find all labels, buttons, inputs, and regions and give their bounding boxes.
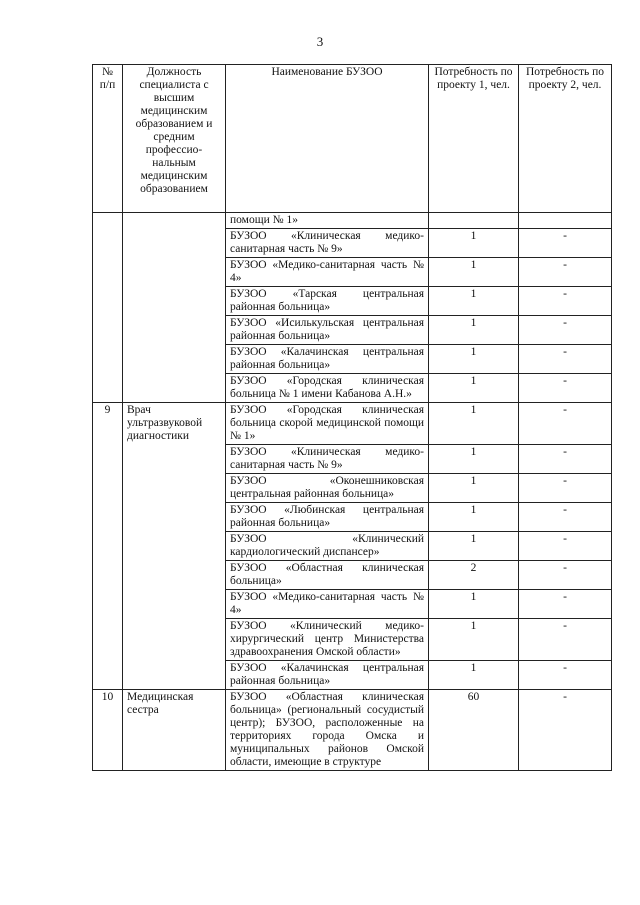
org-cell: БУЗОО «Городская клиническая больница скорой медицинской помощи № 1» bbox=[226, 403, 429, 445]
need1-cell: 1 bbox=[429, 287, 519, 316]
position-cell bbox=[123, 213, 226, 403]
table-row bbox=[93, 403, 612, 445]
row-number-cell: 9 bbox=[93, 403, 123, 690]
org-cell: БУЗОО «Медико-санитарная часть № 4» bbox=[226, 590, 429, 619]
need2-cell: - bbox=[519, 316, 612, 345]
org-cell: БУЗОО «Городская клиническая больница № 1 имени Кабанова А.Н.» bbox=[226, 374, 429, 403]
need2-cell: - bbox=[519, 503, 612, 532]
need1-cell: 1 bbox=[429, 619, 519, 661]
org-cell: БУЗОО «Калачинская центральная районная больница» bbox=[226, 345, 429, 374]
org-cell: БУЗОО «Клинический кардиологический диспансер» bbox=[226, 532, 429, 561]
need2-cell: - bbox=[519, 532, 612, 561]
need1-cell: 1 bbox=[429, 445, 519, 474]
need1-cell: 2 bbox=[429, 561, 519, 590]
org-cell: БУЗОО «Медико-санитарная часть № 4» bbox=[226, 258, 429, 287]
need2-cell: - bbox=[519, 345, 612, 374]
need2-cell: - bbox=[519, 403, 612, 445]
org-cell: БУЗОО «Оконешниковская центральная районная больница» bbox=[226, 474, 429, 503]
position-cell: Медицинская сестра bbox=[123, 690, 226, 771]
staffing-table bbox=[92, 64, 612, 771]
org-cell: БУЗОО «Областная клиническая больница» bbox=[226, 561, 429, 590]
table-body bbox=[93, 213, 612, 771]
org-cell: БУЗОО «Тарская центральная районная больница» bbox=[226, 287, 429, 316]
need1-cell: 1 bbox=[429, 229, 519, 258]
need1-cell: 1 bbox=[429, 590, 519, 619]
table-row bbox=[93, 690, 612, 771]
need1-cell: 1 bbox=[429, 374, 519, 403]
table-header-row bbox=[93, 65, 612, 213]
need1-cell: 1 bbox=[429, 258, 519, 287]
need2-cell: - bbox=[519, 690, 612, 771]
org-cell: БУЗОО «Любинская центральная районная больница» bbox=[226, 503, 429, 532]
need1-cell bbox=[429, 213, 519, 229]
need2-cell: - bbox=[519, 661, 612, 690]
header-num: № п/п bbox=[93, 65, 123, 213]
need2-cell: - bbox=[519, 561, 612, 590]
row-number-cell bbox=[93, 213, 123, 403]
need1-cell: 1 bbox=[429, 532, 519, 561]
header-need2: Потребность по проекту 2, чел. bbox=[519, 65, 612, 213]
header-need1: Потребность по проекту 1, чел. bbox=[429, 65, 519, 213]
need2-cell: - bbox=[519, 287, 612, 316]
org-cell: БУЗОО «Клиническая медико-санитарная часть № 9» bbox=[226, 445, 429, 474]
org-cell: БУЗОО «Клинический медико-хирургический центр Министерства здравоохранения Омской области» bbox=[226, 619, 429, 661]
table-row bbox=[93, 213, 612, 229]
need2-cell: - bbox=[519, 374, 612, 403]
need1-cell: 1 bbox=[429, 503, 519, 532]
org-cell: БУЗОО «Калачинская центральная районная больница» bbox=[226, 661, 429, 690]
need2-cell: - bbox=[519, 590, 612, 619]
need2-cell: - bbox=[519, 619, 612, 661]
need1-cell: 1 bbox=[429, 661, 519, 690]
org-cell: БУЗОО «Клиническая медико-санитарная часть № 9» bbox=[226, 229, 429, 258]
need1-cell: 60 bbox=[429, 690, 519, 771]
need2-cell bbox=[519, 213, 612, 229]
org-cell: помощи № 1» bbox=[226, 213, 429, 229]
position-cell: Врач ультразвуковой диагностики bbox=[123, 403, 226, 690]
row-number-cell: 10 bbox=[93, 690, 123, 771]
page-number: 3 bbox=[316, 34, 324, 49]
need2-cell: - bbox=[519, 445, 612, 474]
need1-cell: 1 bbox=[429, 316, 519, 345]
need1-cell: 1 bbox=[429, 403, 519, 445]
need1-cell: 1 bbox=[429, 474, 519, 503]
need2-cell: - bbox=[519, 229, 612, 258]
need1-cell: 1 bbox=[429, 345, 519, 374]
need2-cell: - bbox=[519, 258, 612, 287]
header-position: Должность специалиста с высшим медицинским образованием и средним профессио-нальным медицинским образованием bbox=[123, 65, 226, 213]
org-cell: БУЗОО «Областная клиническая больница» (региональный сосудистый центр); БУЗОО, расположенные на территориях города Омска и муниципальных районов Омской области, имеющие в структуре bbox=[226, 690, 429, 771]
org-cell: БУЗОО «Исилькульская центральная районная больница» bbox=[226, 316, 429, 345]
header-org: Наименование БУЗОО bbox=[226, 65, 429, 213]
need2-cell: - bbox=[519, 474, 612, 503]
